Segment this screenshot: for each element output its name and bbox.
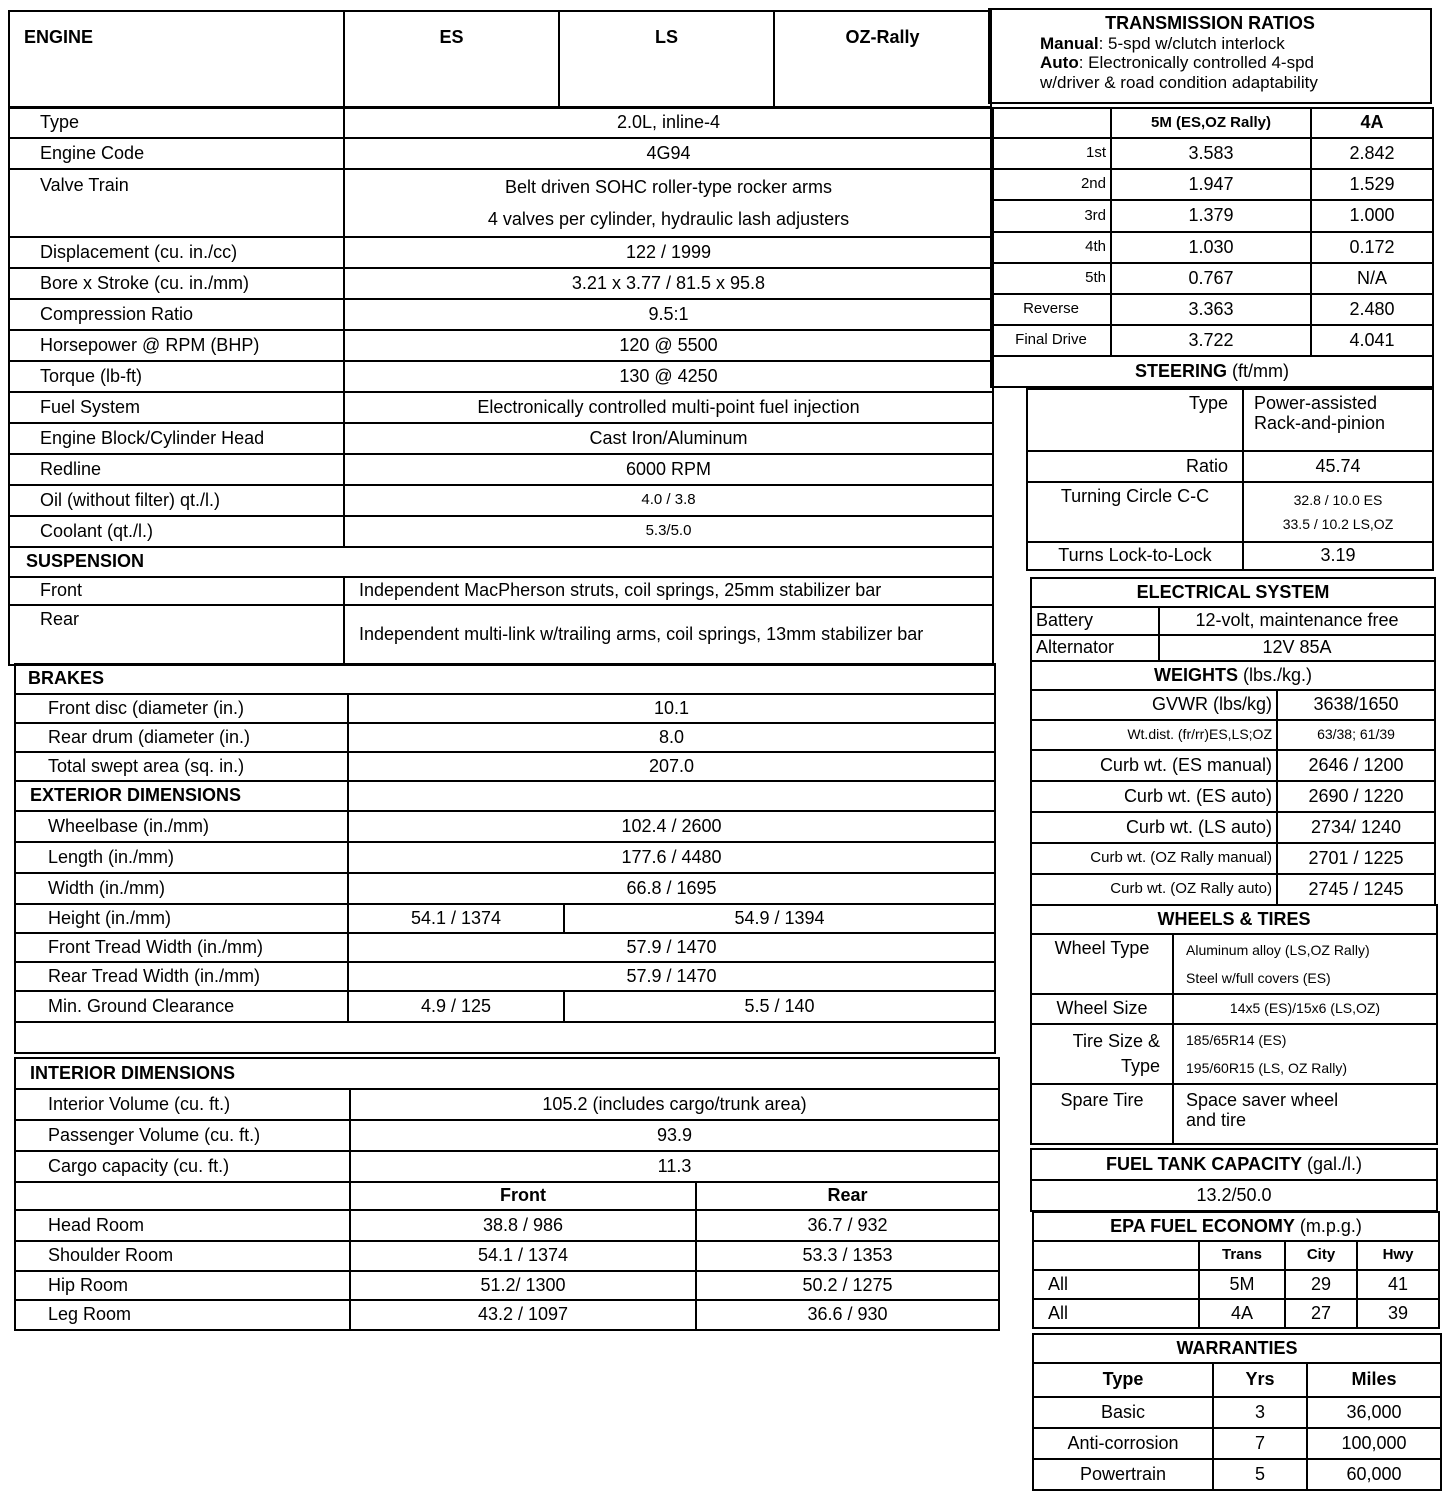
room-label: Head Room — [15, 1210, 350, 1241]
spec-value: 120 @ 5500 — [344, 330, 993, 361]
spec-label: Engine Code — [9, 138, 344, 169]
gear-auto: 2.480 — [1311, 294, 1433, 325]
epa-city: 27 — [1285, 1299, 1357, 1328]
gear-label: 1st — [991, 138, 1111, 169]
interior-value: 105.2 (includes cargo/trunk area) — [350, 1089, 999, 1120]
exterior-label: Height (in./mm) — [15, 904, 348, 933]
weight-label: Wt.dist. (fr/rr)ES,LS;OZ — [1031, 720, 1277, 750]
column-hwy: Hwy — [1357, 1241, 1439, 1270]
weight-value: 2701 / 1225 — [1277, 843, 1435, 874]
wheel-size-label: Wheel Size — [1031, 994, 1173, 1024]
column-oz-rally: OZ-Rally — [774, 11, 991, 107]
clearance-es-value: 4.9 / 125 — [348, 991, 564, 1022]
gear-auto: 1.529 — [1311, 169, 1433, 200]
spec-label: Torque (lb-ft) — [9, 361, 344, 392]
brakes-heading: BRAKES — [15, 664, 995, 694]
warranty-yrs: 7 — [1213, 1428, 1307, 1459]
column-4a: 4A — [1311, 108, 1433, 138]
exterior-label: Min. Ground Clearance — [15, 991, 348, 1022]
room-rear: 36.7 / 932 — [696, 1210, 999, 1241]
gear-label: 3rd — [991, 200, 1111, 232]
gear-manual: 3.363 — [1111, 294, 1311, 325]
room-label: Hip Room — [15, 1271, 350, 1300]
exterior-label: Rear Tread Width (in./mm) — [15, 962, 348, 991]
warranty-type: Basic — [1033, 1397, 1213, 1428]
suspension-front-label: Front — [9, 577, 344, 605]
steering-type-label: Type — [1027, 389, 1243, 451]
warranty-miles: 60,000 — [1307, 1459, 1441, 1490]
spec-value: Electronically controlled multi-point fuel injection — [344, 392, 993, 423]
electrical-table — [1030, 577, 1436, 662]
manual-label: Manual — [1040, 33, 1099, 53]
spec-label: Valve Train — [9, 169, 344, 237]
manual-text: : 5-spd w/clutch interlock — [1098, 33, 1285, 53]
engine-specs-table — [8, 107, 994, 666]
interior-label: Cargo capacity (cu. ft.) — [15, 1151, 350, 1182]
turning-circle-label: Turning Circle C-C — [1027, 482, 1243, 542]
brake-label: Front disc (diameter (in.) — [15, 694, 348, 723]
fuel-tank-units: (gal./l.) — [1307, 1153, 1363, 1174]
steering-title: STEERING — [1134, 360, 1227, 381]
spare-label: Spare Tire — [1031, 1084, 1173, 1144]
engine-heading: ENGINE — [9, 11, 344, 107]
steering-units: (ft/mm) — [1232, 360, 1289, 381]
epa-heading: EPA FUEL ECONOMY — [1110, 1215, 1295, 1236]
battery-label: Battery — [1031, 607, 1159, 635]
gear-label: 4th — [991, 232, 1111, 263]
height-other-value: 54.9 / 1394 — [564, 904, 995, 933]
interior-label: Passenger Volume (cu. ft.) — [15, 1120, 350, 1151]
gear-auto: N/A — [1311, 263, 1433, 294]
spec-value: 2.0L, inline-4 — [344, 108, 993, 138]
epa-units: (m.p.g.) — [1299, 1215, 1362, 1236]
weight-label: Curb wt. (ES manual) — [1031, 750, 1277, 781]
spec-value: Belt driven SOHC roller-type rocker arms — [504, 177, 833, 197]
spec-value: 9.5:1 — [344, 299, 993, 330]
fuel-tank-value: 13.2/50.0 — [1031, 1180, 1437, 1211]
column-yrs: Yrs — [1213, 1363, 1307, 1397]
warranties-table — [1032, 1333, 1442, 1491]
weight-label: Curb wt. (OZ Rally manual) — [1031, 843, 1277, 874]
spec-label: Redline — [9, 454, 344, 485]
fuel-tank-heading: FUEL TANK CAPACITY — [1105, 1153, 1302, 1174]
exterior-label: Wheelbase (in./mm) — [15, 811, 348, 842]
tire-value: 185/65R14 (ES) — [1186, 1032, 1287, 1048]
weight-value: 2745 / 1245 — [1277, 874, 1435, 905]
brake-label: Total swept area (sq. in.) — [15, 752, 348, 781]
warranty-type: Powertrain — [1033, 1459, 1213, 1490]
epa-city: 29 — [1285, 1270, 1357, 1299]
auto-text-line2: w/driver & road condition adaptability — [1040, 72, 1318, 92]
epa-table — [1032, 1211, 1440, 1329]
column-ls: LS — [559, 11, 774, 107]
column-type: Type — [1033, 1363, 1213, 1397]
wheel-type-value2: Steel w/full covers (ES) — [1186, 970, 1331, 986]
epa-hwy: 39 — [1357, 1299, 1439, 1328]
brake-value: 8.0 — [348, 723, 995, 752]
clearance-other-value: 5.5 / 140 — [564, 991, 995, 1022]
room-front: 38.8 / 986 — [350, 1210, 696, 1241]
steering-type-value: Power-assisted — [1254, 393, 1378, 413]
spacer-row — [15, 1022, 995, 1053]
weights-heading: WEIGHTS — [1153, 664, 1238, 685]
weight-value: 63/38; 61/39 — [1277, 720, 1435, 750]
suspension-front-value: Independent MacPherson struts, coil springs, 25mm stabilizer bar — [344, 577, 993, 605]
brake-label: Rear drum (diameter (in.) — [15, 723, 348, 752]
auto-label: Auto — [1040, 53, 1079, 73]
epa-hwy: 41 — [1357, 1270, 1439, 1299]
weight-label: GVWR (lbs/kg) — [1031, 690, 1277, 720]
room-front: 51.2/ 1300 — [350, 1271, 696, 1300]
turning-circle-value: 32.8 / 10.0 ES — [1293, 492, 1383, 508]
epa-row-label: All — [1033, 1299, 1199, 1328]
spec-value: Cast Iron/Aluminum — [344, 423, 993, 454]
alternator-label: Alternator — [1031, 635, 1159, 661]
spec-value: 4.0 / 3.8 — [344, 485, 993, 516]
exterior-value: 66.8 / 1695 — [348, 873, 995, 904]
turning-circle-value2: 33.5 / 10.2 LS,OZ — [1282, 516, 1394, 532]
weight-value: 2734/ 1240 — [1277, 812, 1435, 843]
gear-auto: 4.041 — [1311, 325, 1433, 356]
spec-label: Displacement (cu. in./cc) — [9, 237, 344, 268]
suspension-heading: SUSPENSION — [9, 547, 993, 577]
spec-value: 6000 RPM — [344, 454, 993, 485]
spec-label: Bore x Stroke (cu. in./mm) — [9, 268, 344, 299]
brakes-exterior-table — [14, 663, 996, 1054]
gear-auto: 2.842 — [1311, 138, 1433, 169]
gear-manual: 1.379 — [1111, 200, 1311, 232]
interior-label: Interior Volume (cu. ft.) — [15, 1089, 350, 1120]
epa-trans: 5M — [1199, 1270, 1285, 1299]
column-trans: Trans — [1199, 1241, 1285, 1270]
tire-value2: 195/60R15 (LS, OZ Rally) — [1186, 1060, 1348, 1076]
weights-table — [1030, 660, 1436, 906]
turns-value: 3.19 — [1243, 542, 1433, 570]
interior-value: 93.9 — [350, 1120, 999, 1151]
wheel-type-value: Aluminum alloy (LS,OZ Rally) — [1186, 942, 1370, 958]
wheels-table — [1030, 904, 1438, 1145]
electrical-heading: ELECTRICAL SYSTEM — [1031, 578, 1435, 607]
warranty-yrs: 5 — [1213, 1459, 1307, 1490]
turns-label: Turns Lock-to-Lock — [1027, 542, 1243, 570]
height-es-value: 54.1 / 1374 — [348, 904, 564, 933]
gear-manual: 3.722 — [1111, 325, 1311, 356]
battery-value: 12-volt, maintenance free — [1159, 607, 1435, 635]
spare-value2: and tire — [1186, 1109, 1247, 1130]
room-front: 54.1 / 1374 — [350, 1241, 696, 1271]
spec-value: 3.21 x 3.77 / 81.5 x 95.8 — [344, 268, 993, 299]
gear-label: 2nd — [991, 169, 1111, 200]
wheels-heading: WHEELS & TIRES — [1031, 905, 1437, 934]
spec-label: Compression Ratio — [9, 299, 344, 330]
room-rear: 53.3 / 1353 — [696, 1241, 999, 1271]
gear-manual: 1.947 — [1111, 169, 1311, 200]
transmission-table — [990, 107, 1434, 388]
room-rear: 50.2 / 1275 — [696, 1271, 999, 1300]
column-front: Front — [350, 1182, 696, 1210]
exterior-label: Length (in./mm) — [15, 842, 348, 873]
brake-value: 10.1 — [348, 694, 995, 723]
weight-label: Curb wt. (ES auto) — [1031, 781, 1277, 812]
spec-value: 122 / 1999 — [344, 237, 993, 268]
exterior-label: Width (in./mm) — [15, 873, 348, 904]
exterior-label: Front Tread Width (in./mm) — [15, 933, 348, 962]
epa-trans: 4A — [1199, 1299, 1285, 1328]
exterior-value: 57.9 / 1470 — [348, 933, 995, 962]
column-5m: 5M (ES,OZ Rally) — [1111, 108, 1311, 138]
column-city: City — [1285, 1241, 1357, 1270]
warranty-miles: 36,000 — [1307, 1397, 1441, 1428]
gear-label: Reverse — [991, 294, 1111, 325]
spec-label: Horsepower @ RPM (BHP) — [9, 330, 344, 361]
spec-value: 4G94 — [344, 138, 993, 169]
exterior-value: 57.9 / 1470 — [348, 962, 995, 991]
gear-manual: 3.583 — [1111, 138, 1311, 169]
interior-value: 11.3 — [350, 1151, 999, 1182]
column-miles: Miles — [1307, 1363, 1441, 1397]
wheel-type-label: Wheel Type — [1031, 934, 1173, 994]
room-front: 43.2 / 1097 — [350, 1300, 696, 1330]
weight-label: Curb wt. (OZ Rally auto) — [1031, 874, 1277, 905]
spec-label: Coolant (qt./l.) — [9, 516, 344, 547]
room-label: Leg Room — [15, 1300, 350, 1330]
steering-ratio-value: 45.74 — [1243, 451, 1433, 482]
warranty-miles: 100,000 — [1307, 1428, 1441, 1459]
transmission-header — [988, 8, 1432, 104]
spec-label: Engine Block/Cylinder Head — [9, 423, 344, 454]
alternator-value: 12V 85A — [1159, 635, 1435, 661]
weight-value: 3638/1650 — [1277, 690, 1435, 720]
weights-units: (lbs./kg.) — [1243, 664, 1313, 685]
fuel-tank-table — [1030, 1148, 1438, 1212]
gear-label: Final Drive — [991, 325, 1111, 356]
transmission-title: TRANSMISSION RATIOS — [1105, 13, 1315, 33]
interior-table — [14, 1057, 1000, 1331]
suspension-rear-label: Rear — [9, 605, 344, 665]
warranties-heading: WARRANTIES — [1033, 1334, 1441, 1363]
suspension-rear-value: Independent multi-link w/trailing arms, coil springs, 13mm stabilizer bar — [344, 605, 993, 665]
weight-label: Curb wt. (LS auto) — [1031, 812, 1277, 843]
weight-value: 2690 / 1220 — [1277, 781, 1435, 812]
spec-label: Oil (without filter) qt./l.) — [9, 485, 344, 516]
auto-text: : Electronically controlled 4-spd — [1078, 53, 1314, 73]
tire-label2: Type — [1120, 1056, 1160, 1076]
gear-manual: 0.767 — [1111, 263, 1311, 294]
spec-value-line2: 4 valves per cylinder, hydraulic lash adjusters — [487, 209, 850, 229]
spec-label: Fuel System — [9, 392, 344, 423]
spec-value: 5.3/5.0 — [344, 516, 993, 547]
exterior-heading: EXTERIOR DIMENSIONS — [15, 781, 348, 811]
column-es: ES — [344, 11, 559, 107]
exterior-value: 102.4 / 2600 — [348, 811, 995, 842]
warranty-yrs: 3 — [1213, 1397, 1307, 1428]
room-label: Shoulder Room — [15, 1241, 350, 1271]
steering-table — [1026, 388, 1434, 571]
brake-value: 207.0 — [348, 752, 995, 781]
exterior-value: 177.6 / 4480 — [348, 842, 995, 873]
spec-label: Type — [9, 108, 344, 138]
tire-label: Tire Size & — [1072, 1031, 1160, 1051]
column-rear: Rear — [696, 1182, 999, 1210]
room-rear: 36.6 / 930 — [696, 1300, 999, 1330]
gear-auto: 1.000 — [1311, 200, 1433, 232]
engine-header-table — [8, 10, 992, 108]
spec-value: 130 @ 4250 — [344, 361, 993, 392]
steering-type-value2: Rack-and-pinion — [1254, 412, 1386, 433]
warranty-type: Anti-corrosion — [1033, 1428, 1213, 1459]
interior-heading: INTERIOR DIMENSIONS — [15, 1058, 999, 1089]
spare-value: Space saver wheel — [1186, 1090, 1339, 1110]
epa-row-label: All — [1033, 1270, 1199, 1299]
gear-auto: 0.172 — [1311, 232, 1433, 263]
weight-value: 2646 / 1200 — [1277, 750, 1435, 781]
gear-manual: 1.030 — [1111, 232, 1311, 263]
steering-ratio-label: Ratio — [1027, 451, 1243, 482]
gear-label: 5th — [991, 263, 1111, 294]
wheel-size-value: 14x5 (ES)/15x6 (LS,OZ) — [1173, 994, 1437, 1024]
